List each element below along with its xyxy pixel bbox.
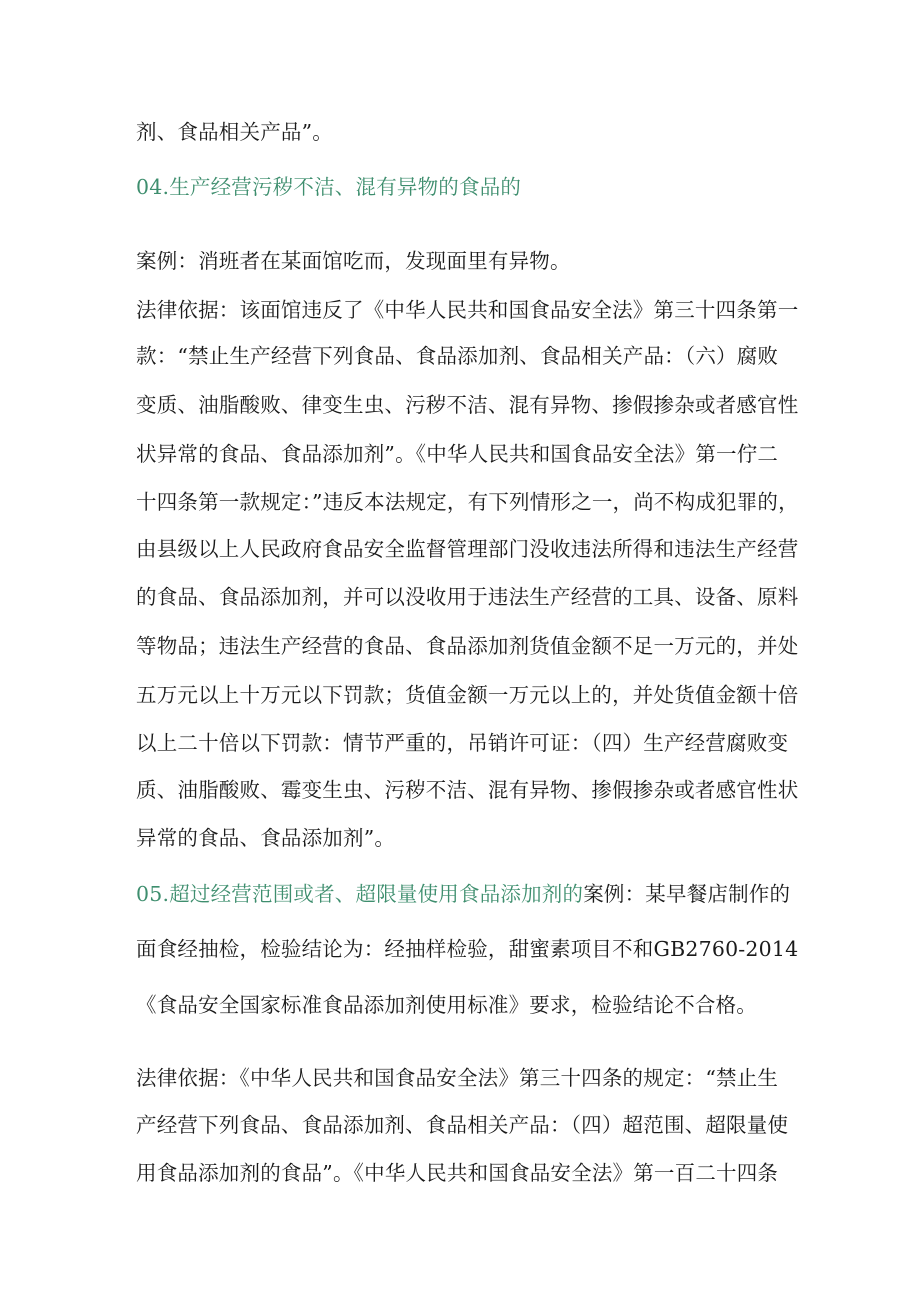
section-case-text: 案例：某早餐店制作的	[583, 882, 791, 906]
text-line: 由县级以上人民政府食品安全监督管理部门没收违法所得和违法生产经营	[136, 537, 799, 561]
text-line: 质、油脂酸败、霉变生虫、污秽不洁、混有异物、掺假掺杂或者感官性状	[136, 778, 799, 802]
text-line: 以上二十倍以下罚款：情节严重的，吊销许可证：（四）生产经营腐败变	[136, 731, 789, 755]
text-line: 等物品；违法生产经营的食品、食品添加剂货值金额不足一万元的，并处	[136, 634, 799, 658]
text-line: 的食品、食品添加剂，并可以没收用于违法生产经营的工具、设备、原料	[136, 585, 799, 609]
text-line: 面食经抽检，检验结论为：经抽样检验，甜蜜素项目不和GB2760-2014	[136, 937, 799, 961]
text-line: 五万元以上十万元以下罚款；货值金额一万元以上的，并处货值金额十倍	[136, 683, 799, 707]
text-line: 法律依据：《中华人民共和国食品安全法》第三十四条的规定：“禁止生	[136, 1066, 779, 1090]
text-line: 款：“禁止生产经营下列食品、食品添加剂、食品相关产品：（六）腐败	[136, 344, 779, 368]
text-line: 产经营下列食品、食品添加剂、食品相关产品：（四）超范围、超限量使	[136, 1113, 789, 1137]
text-line: 异常的食品、食品添加剂”。	[136, 826, 396, 850]
text-line: 案例：消班者在某面馆吃而，发现面里有异物。	[136, 249, 571, 273]
section-heading-04: 04.生产经营污秽不洁、混有异物的食品的	[136, 175, 522, 199]
section-heading-05: 05.超过经营范围或者、超限量使用食品添加剂的	[136, 882, 584, 906]
text-line: 法律依据：该面馆违反了《中华人民共和国食品安全法》第三十四条第一	[136, 298, 799, 322]
text-line: 十四条第一款规定：”违反本法规定，有下列情形之一，尚不构成犯罪的，	[136, 490, 799, 514]
text-line: 状异常的食品、食品添加剂”。《中华人民共和国食品安全法》第一佇二	[136, 442, 779, 466]
text-line: 用食品添加剂的食品”。《中华人民共和国食品安全法》第一百二十四条	[136, 1161, 779, 1185]
text-line: 变质、油脂酸败、律变生虫、污秽不洁、混有异物、掺假掺杂或者感官性	[136, 393, 799, 417]
section-line-05	[136, 879, 790, 909]
text-line: 《食品安全国家标准食品添加剂使用标准》要求，检验结论不合格。	[136, 993, 757, 1017]
text-line: 剂、食品相关产品”。	[136, 120, 333, 144]
